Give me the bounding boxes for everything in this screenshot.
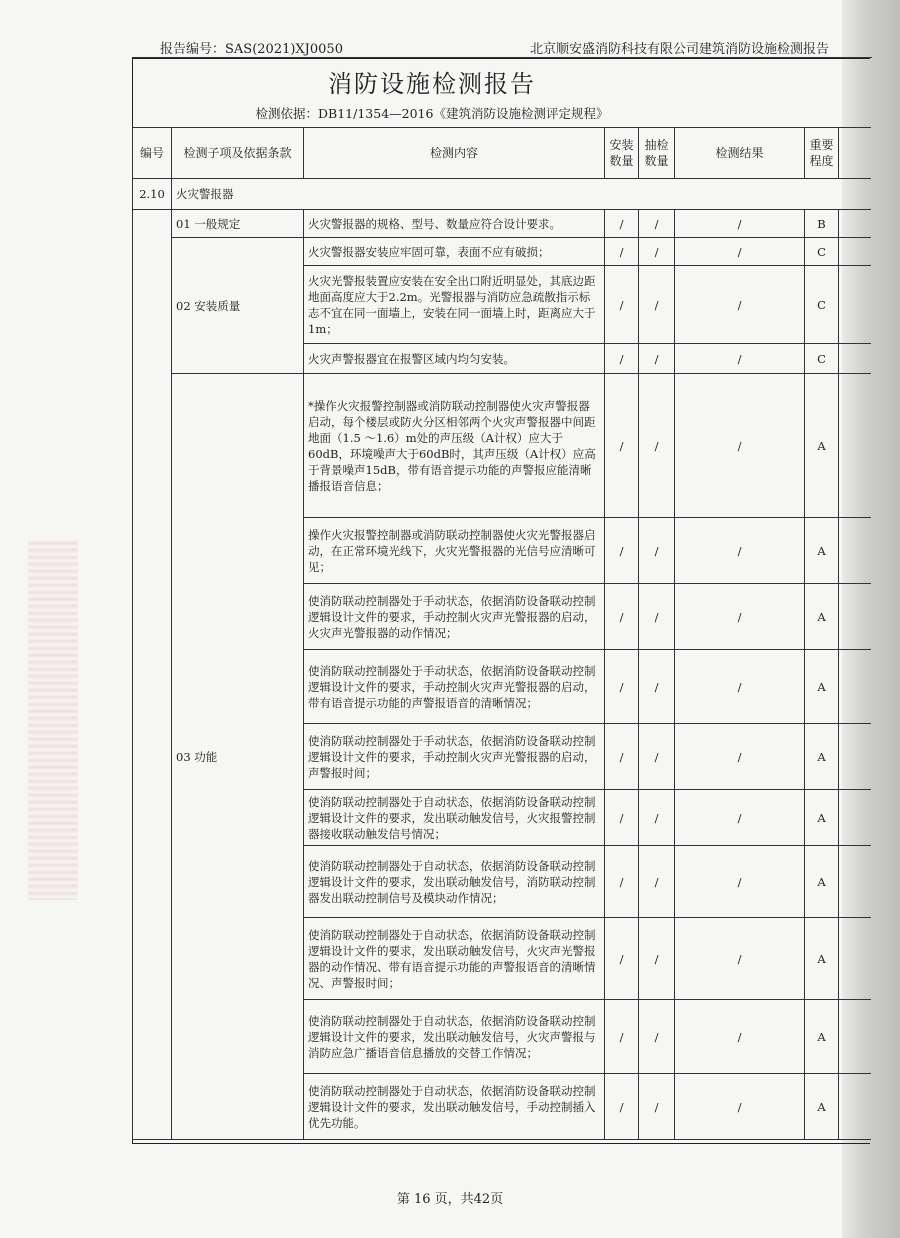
extra-cell [839,724,871,790]
importance-cell: A [805,918,839,1000]
item-label: 03 功能 [172,374,304,1140]
content-cell: 火灾光警报装置应安装在安全出口附近明显处，其底边距地面高度应大于2.2m。光警报器与消防应急疏散指示标志不宜在同一面墙上，安装在同一面墙上时，距离应大于1m； [304,266,605,344]
sample-qty-cell: / [639,344,675,374]
section-row [133,179,871,210]
content-cell: 操作火灾报警控制器或消防联动控制器使火灾光警报器启动，在正常环境光线下，火灾光警报器的光信号应清晰可见； [304,518,605,584]
result-cell: / [675,724,805,790]
importance-cell: A [805,650,839,724]
sample-qty-cell: / [639,238,675,266]
extra-cell [839,344,871,374]
importance-cell: C [805,238,839,266]
extra-cell [839,1000,871,1074]
install-qty-cell: / [605,846,639,918]
extra-cell [839,1074,871,1140]
install-qty-cell: / [605,918,639,1000]
content-cell: 使消防联动控制器处于手动状态，依据消防设备联动控制逻辑设计文件的要求，手动控制火灾声光警报器的启动，火灾声光警报器的动作情况； [304,584,605,650]
col-content: 检测内容 [304,128,605,179]
result-cell: / [675,210,805,238]
install-qty-cell: / [605,1074,639,1140]
content-cell: 使消防联动控制器处于手动状态，依据消防设备联动控制逻辑设计文件的要求，手动控制火灾声光警报器的启动，带有语音提示功能的声警报语音的清晰情况； [304,650,605,724]
sample-qty-cell: / [639,1000,675,1074]
sample-qty-cell: / [639,374,675,518]
install-qty-cell: / [605,584,639,650]
extra-cell [839,846,871,918]
result-cell: / [675,1000,805,1074]
sample-qty-cell: / [639,724,675,790]
install-qty-cell: / [605,344,639,374]
content-cell: 使消防联动控制器处于自动状态，依据消防设备联动控制逻辑设计文件的要求，发出联动触发信号，消防联动控制器发出联动控制信号及模块动作情况； [304,846,605,918]
importance-cell: A [805,846,839,918]
result-cell: / [675,266,805,344]
no-cell-blank [133,210,172,1140]
importance-cell: C [805,344,839,374]
content-cell: 使消防联动控制器处于自动状态，依据消防设备联动控制逻辑设计文件的要求，发出联动触发信号，火灾报警控制器接收联动触发信号情况； [304,790,605,846]
sample-qty-cell: / [639,1074,675,1140]
content-cell: 使消防联动控制器处于自动状态，依据消防设备联动控制逻辑设计文件的要求，发出联动触发信号，手动控制插入优先功能。 [304,1074,605,1140]
table-header-row [133,128,871,179]
result-cell: / [675,344,805,374]
content-cell: 火灾警报器安装应牢固可靠，表面不应有破损； [304,238,605,266]
result-cell: / [675,918,805,1000]
result-cell: / [675,650,805,724]
result-cell: / [675,518,805,584]
importance-cell: A [805,724,839,790]
page-number: 第 16 页，共42页 [396,1192,504,1207]
extra-cell [839,790,871,846]
result-cell: / [675,846,805,918]
item-label: 02 安装质量 [172,238,304,374]
install-qty-cell: / [605,724,639,790]
importance-cell: A [805,790,839,846]
table-row [133,374,871,518]
extra-cell [839,266,871,344]
col-importance: 重要程度 [805,128,839,179]
install-qty-cell: / [605,374,639,518]
content-cell: 火灾警报器的规格、型号、数量应符合设计要求。 [304,210,605,238]
content-cell: *操作火灾报警控制器或消防联动控制器使火灾声警报器启动，每个楼层或防火分区相邻两个火灾声警报器中间距地面（1.5 ～1.6）m处的声压级（A计权）应大于60dB，环境噪声大于60dB时，其声压级（A计权）应高于背景噪声15dB，带有语音提示功能的声警报应能清晰播报语音信息； [304,374,605,518]
install-qty-cell: / [605,650,639,724]
sample-qty-cell: / [639,650,675,724]
company-header: 北京顺安盛消防科技有限公司建筑消防设施检测报告 [530,42,830,57]
sample-qty-cell: / [639,846,675,918]
install-qty-cell: / [605,238,639,266]
col-sample-qty: 抽检数量 [639,128,675,179]
col-result: 检测结果 [675,128,805,179]
extra-cell [839,584,871,650]
extra-cell [839,210,871,238]
sample-qty-cell: / [639,266,675,344]
sample-qty-cell: / [639,584,675,650]
content-cell: 使消防联动控制器处于自动状态，依据消防设备联动控制逻辑设计文件的要求，发出联动触发信号，火灾声警报与消防应急广播语音信息播放的交替工作情况； [304,1000,605,1074]
install-qty-cell: / [605,266,639,344]
seal-mark [28,540,78,900]
content-cell: 火灾声警报器宜在报警区域内均匀安装。 [304,344,605,374]
result-cell: / [675,584,805,650]
extra-cell [839,518,871,584]
result-cell: / [675,790,805,846]
importance-cell: A [805,374,839,518]
importance-cell: A [805,518,839,584]
install-qty-cell: / [605,1000,639,1074]
extra-cell [839,650,871,724]
content-cell: 使消防联动控制器处于自动状态，依据消防设备联动控制逻辑设计文件的要求，发出联动触发信号，火灾声光警报器的动作情况、带有语音提示功能的声警报语音的清晰情况、声警报时间； [304,918,605,1000]
report-number: 报告编号：SAS(2021)XJ0050 [160,42,343,57]
sample-qty-cell: / [639,518,675,584]
importance-cell: B [805,210,839,238]
extra-cell [839,374,871,518]
inspection-basis: 检测依据：DB11/1354—2016《建筑消防设施检测评定规程》 [255,106,609,121]
section-no: 2.10 [133,179,172,210]
importance-cell: A [805,1000,839,1074]
sample-qty-cell: / [639,790,675,846]
extra-cell [839,918,871,1000]
report-title: 消防设施检测报告 [328,70,536,98]
result-cell: / [675,238,805,266]
result-cell: / [675,374,805,518]
sample-qty-cell: / [639,918,675,1000]
col-item: 检测子项及依据条款 [172,128,304,179]
sample-qty-cell: / [639,210,675,238]
item-label: 01 一般规定 [172,210,304,238]
table-row [133,210,871,238]
install-qty-cell: / [605,210,639,238]
col-install-qty: 安装数量 [605,128,639,179]
install-qty-cell: / [605,518,639,584]
extra-cell [839,238,871,266]
importance-cell: C [805,266,839,344]
result-cell: / [675,1074,805,1140]
install-qty-cell: / [605,790,639,846]
col-no: 编号 [133,128,172,179]
col-extra [839,128,871,179]
section-name: 火灾警报器 [172,179,871,210]
table-row [133,238,871,266]
importance-cell: A [805,1074,839,1140]
content-cell: 使消防联动控制器处于手动状态，依据消防设备联动控制逻辑设计文件的要求，手动控制火灾声光警报器的启动，声警报时间； [304,724,605,790]
inspection-table [132,127,871,1140]
importance-cell: A [805,584,839,650]
